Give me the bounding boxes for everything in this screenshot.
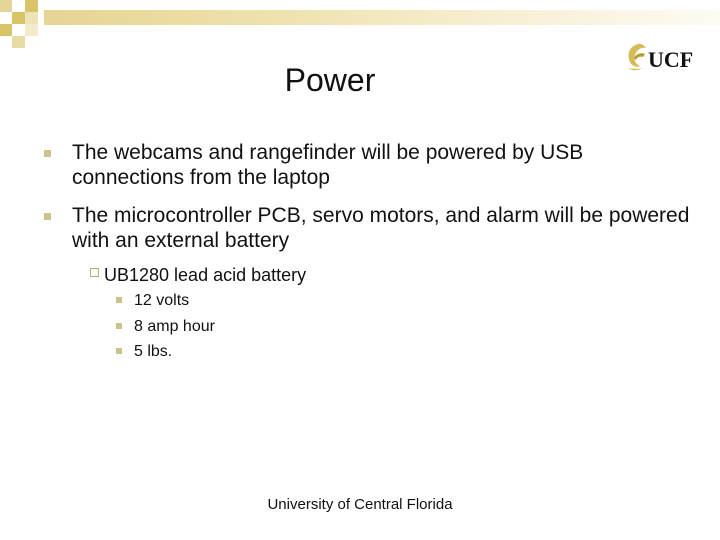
corner-square [12,12,25,24]
sub-sub-bullet-text: 5 lbs. [134,343,173,360]
corner-square [12,36,25,48]
corner-square [0,12,12,24]
header-band [44,10,720,25]
corner-square [0,0,12,12]
svg-text:UCF: UCF [648,47,694,72]
corner-decoration [0,0,60,60]
corner-square [25,0,38,12]
bullet-text: The webcams and rangefinder will be powered by USB connections from the laptop [72,141,584,189]
square-bullet-icon [44,150,51,157]
square-bullet-icon [116,297,122,303]
sub-sub-bullet-text: 8 amp hour [134,318,215,335]
square-bullet-icon [116,323,122,329]
corner-square [12,0,25,12]
corner-square [25,12,38,24]
square-bullet-icon [44,213,51,220]
slide-footer: University of Central Florida [267,496,453,513]
corner-square [0,24,12,36]
corner-square [25,24,38,36]
sub-bullet-text: UB1280 lead acid battery [104,265,307,285]
slide-title: Power [284,62,376,98]
bullet-text: The microcontroller PCB, servo motors, and alarm will be powered with an external battery [72,204,690,252]
hollow-square-bullet-icon [90,268,99,277]
corner-square [12,24,25,36]
sub-sub-bullet-text: 12 volts [134,292,190,309]
square-bullet-icon [116,348,122,354]
